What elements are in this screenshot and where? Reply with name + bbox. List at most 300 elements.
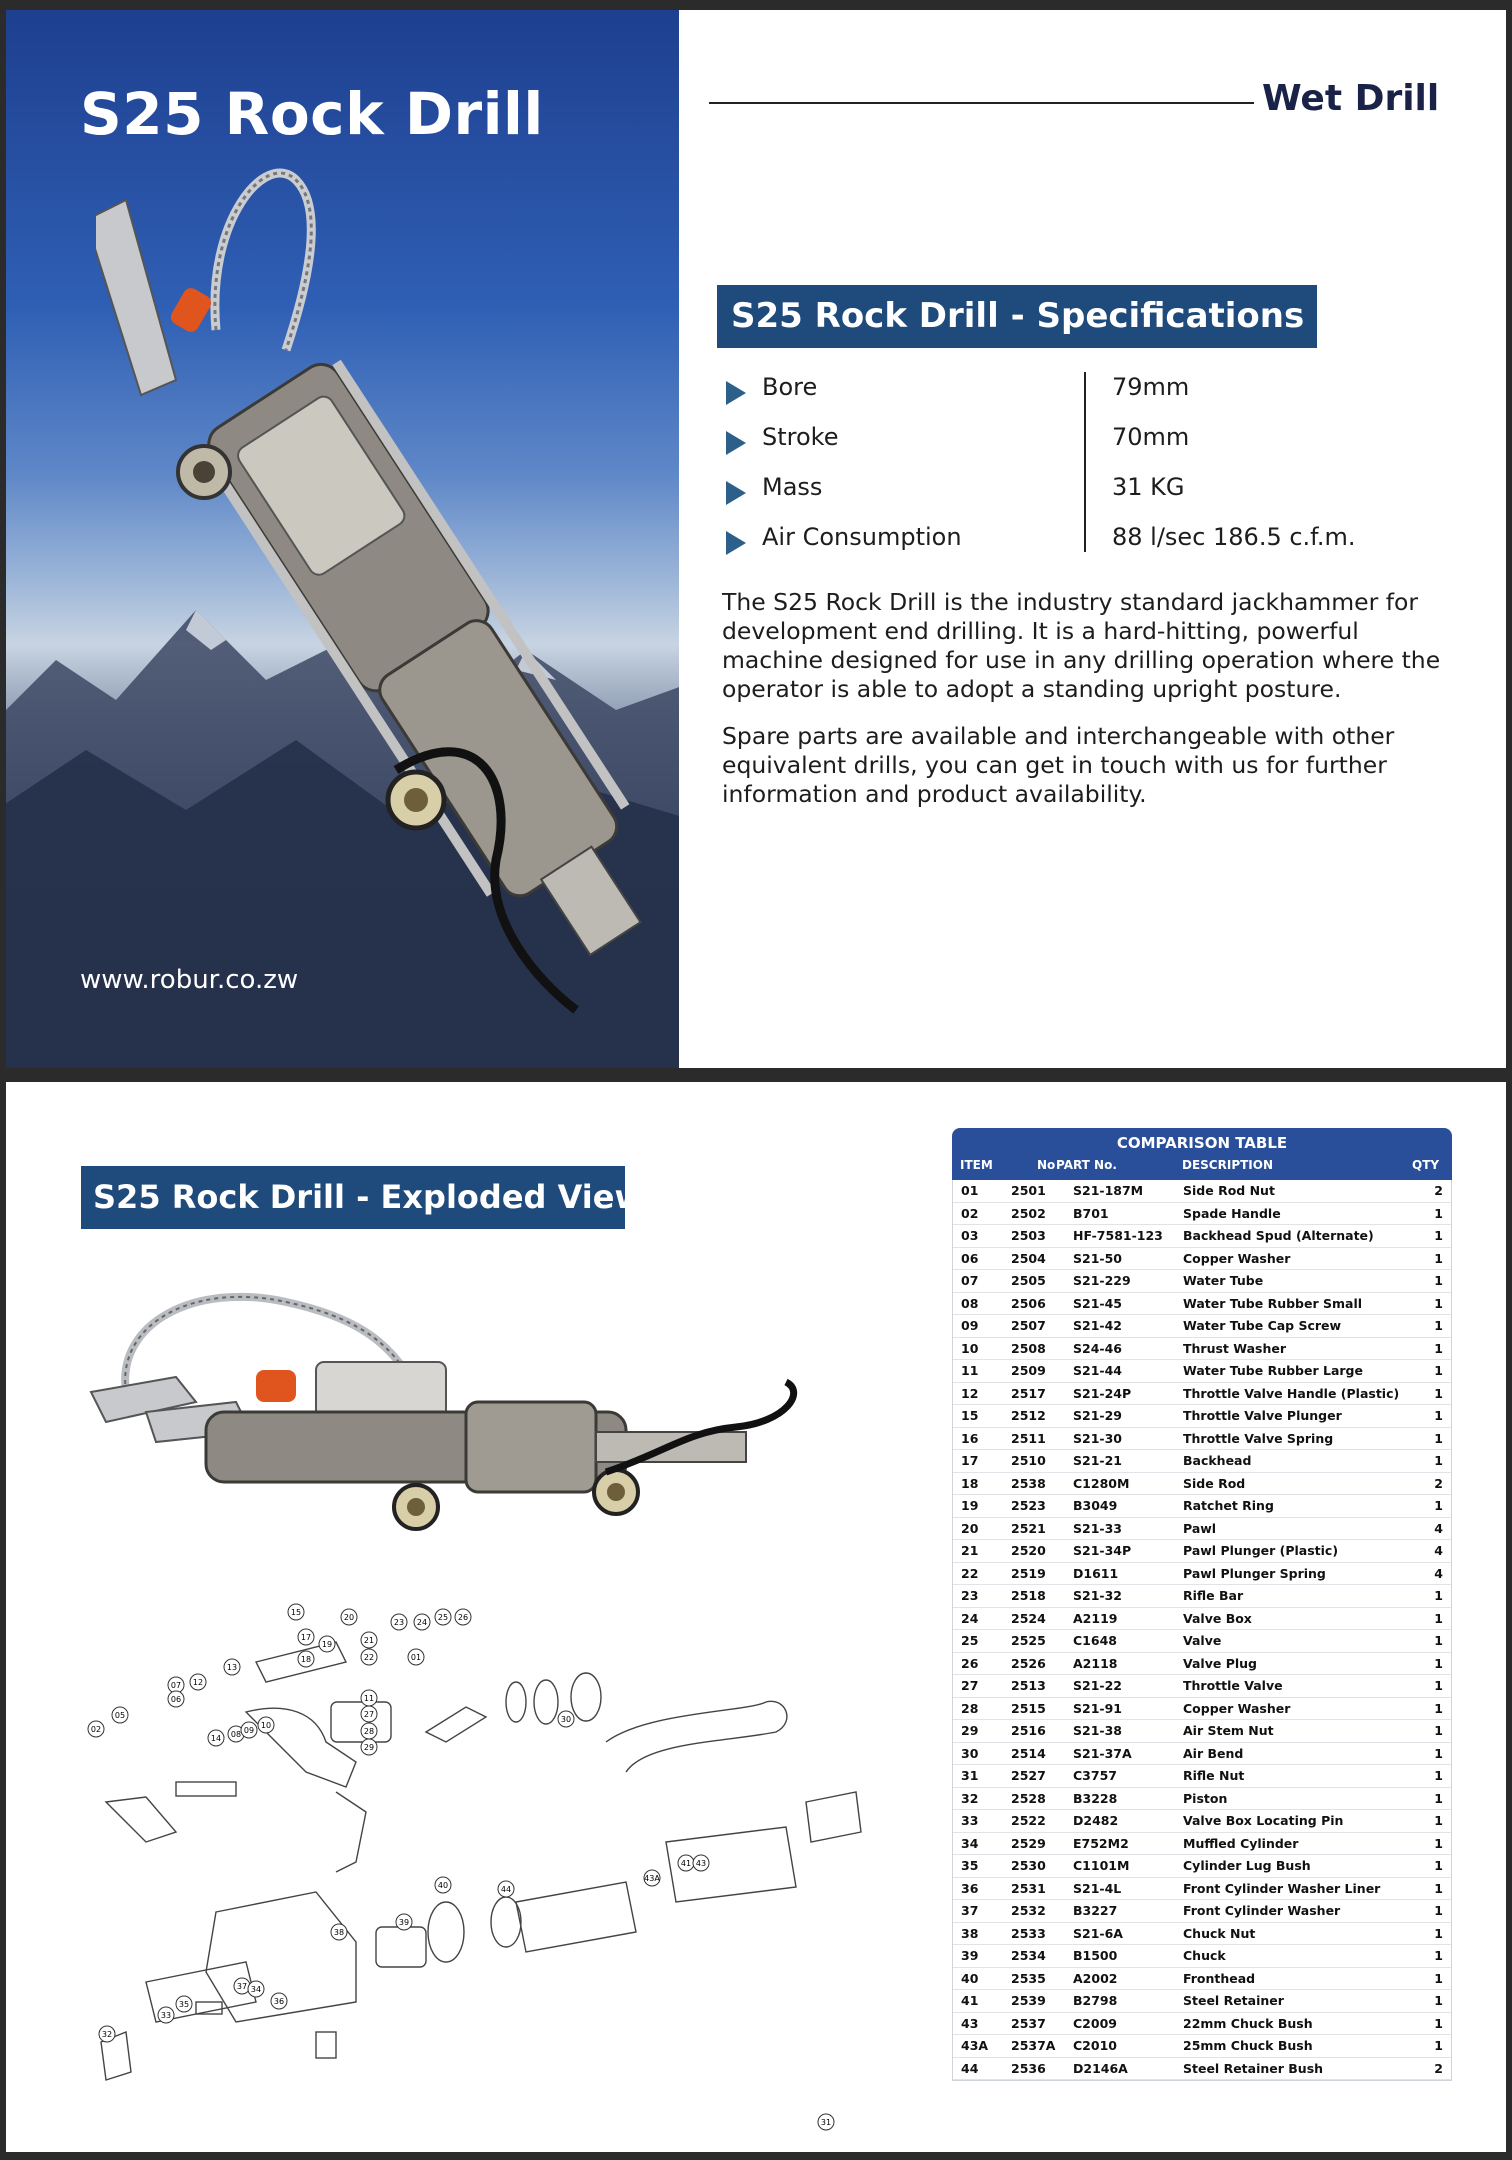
table-row: [953, 1450, 1451, 1473]
cell-no: 2520: [1011, 1543, 1046, 1558]
cell-no: 2512: [1011, 1408, 1046, 1423]
cell-qty: 1: [1434, 1453, 1443, 1468]
callout-label: 38: [333, 1928, 345, 1937]
cell-qty: 1: [1434, 1498, 1443, 1513]
cell-desc: Water Tube: [1183, 1273, 1264, 1288]
cell-qty: 1: [1434, 1318, 1443, 1333]
cell-no: 2538: [1011, 1475, 1046, 1491]
spare-parts-paragraph: Spare parts are available and interchangeable with other equivalent drills, you can get in touch with us for further information and product availability.: [722, 722, 1395, 808]
cell-no: 2519: [1011, 1565, 1046, 1581]
callout-label: 43: [695, 1859, 707, 1868]
cell-qty: 1: [1434, 1903, 1443, 1918]
cell-part: C2010: [1073, 2038, 1117, 2053]
callout-label: 41: [680, 1859, 692, 1868]
callout-38: [331, 1924, 347, 1940]
callout-36: [271, 1993, 287, 2009]
cell-desc: Front Cylinder Washer Liner: [1183, 1880, 1381, 1896]
cell-part: A2119: [1073, 1610, 1118, 1626]
table-row: [953, 1653, 1451, 1676]
table-header: [952, 1128, 1452, 1180]
spec-divider: [1084, 372, 1086, 552]
cell-item: 21: [961, 1543, 979, 1558]
cell-qty: 1: [1434, 1588, 1443, 1603]
callout-label: 32: [101, 2030, 113, 2039]
specifications-heading: S25 Rock Drill - Specifications: [717, 285, 1317, 348]
cell-desc: 22mm Chuck Bush: [1183, 2015, 1313, 2031]
callout-label: 08: [230, 1730, 242, 1739]
description-paragraph: The S25 Rock Drill is the industry standard jackhammer for development end drilling. It is a hard-hitting, powerful machine designed for use in any drilling operation where the operator is able to adopt a standing upright posture.: [722, 588, 1441, 703]
spec-value: 31 KG: [1112, 473, 1185, 501]
table-row: [953, 1473, 1451, 1496]
table-row: [953, 1315, 1451, 1338]
cell-no: 2537A: [1011, 2038, 1056, 2053]
cell-qty: 4: [1434, 1520, 1443, 1536]
callout-label: 19: [321, 1640, 333, 1649]
cell-part: S21-30: [1073, 1430, 1122, 1446]
header-rule: [709, 102, 1254, 104]
callout-label: 23: [393, 1618, 405, 1627]
callout-02: [88, 1721, 104, 1737]
drill-photo: [96, 160, 679, 1040]
callout-label: 22: [363, 1653, 375, 1662]
callout-32: [99, 2026, 115, 2042]
spec-label: Stroke: [762, 423, 839, 451]
exploded-view-diagram: [86, 1602, 936, 2142]
cell-item: 16: [961, 1430, 979, 1446]
callout-label: 33: [160, 2011, 172, 2020]
drill-side-photo: [86, 1282, 886, 1582]
table-row: [953, 1360, 1451, 1383]
cell-no: 2536: [1011, 2060, 1046, 2076]
cell-no: 2523: [1011, 1498, 1046, 1513]
cell-desc: Pawl Plunger (Plastic): [1183, 1543, 1339, 1558]
callout-label: 37: [236, 1982, 248, 1991]
table-row: [953, 1990, 1451, 2013]
header-item: ITEM: [960, 1158, 993, 1172]
table-row: [953, 1698, 1451, 1721]
table-row: [953, 1630, 1451, 1653]
callout-label: 13: [226, 1663, 238, 1672]
cell-desc: Valve Plug: [1183, 1655, 1257, 1671]
table-row: [953, 2013, 1451, 2036]
callout-39: [396, 1914, 412, 1930]
cell-part: S21-38: [1073, 1723, 1122, 1738]
callout-label: 02: [90, 1725, 102, 1734]
cell-no: 2532: [1011, 1903, 1046, 1918]
cell-part: B1500: [1073, 1948, 1118, 1963]
cell-item: 30: [961, 1745, 979, 1761]
table-row: [953, 1383, 1451, 1406]
cell-item: 43A: [961, 2038, 989, 2053]
cell-qty: 1: [1434, 1790, 1443, 1806]
cell-qty: 1: [1434, 1993, 1443, 2008]
callout-27: [361, 1706, 377, 1722]
cell-no: 2501: [1011, 1183, 1046, 1198]
callout-01: [408, 1649, 424, 1665]
cell-no: 2516: [1011, 1723, 1046, 1738]
table-row: [953, 1878, 1451, 1901]
cell-part: B2798: [1073, 1993, 1118, 2008]
cell-part: S21-187M: [1073, 1183, 1144, 1198]
cell-part: HF-7581-123: [1073, 1228, 1163, 1243]
cell-desc: Air Stem Nut: [1183, 1723, 1274, 1738]
callout-label: 14: [210, 1734, 222, 1743]
table-row: [953, 1248, 1451, 1271]
table-row: [953, 1968, 1451, 1991]
cell-desc: Fronthead: [1183, 1970, 1256, 1986]
callout-label: 05: [114, 1711, 126, 1720]
callout-label: 44: [500, 1885, 512, 1894]
table-row: [953, 2035, 1451, 2058]
cell-item: 24: [961, 1610, 979, 1626]
header-qty: QTY: [1412, 1158, 1440, 1172]
cell-item: 36: [961, 1880, 979, 1896]
cell-qty: 1: [1434, 1768, 1443, 1783]
callout-29: [361, 1739, 377, 1755]
cell-no: 2531: [1011, 1880, 1046, 1896]
cell-qty: 4: [1434, 1543, 1443, 1558]
exploded-view-heading: S25 Rock Drill - Exploded View: [81, 1166, 625, 1229]
cell-no: 2511: [1011, 1430, 1046, 1446]
table-row: [953, 1788, 1451, 1811]
cell-item: 28: [961, 1700, 979, 1716]
cell-part: S21-32: [1073, 1588, 1122, 1603]
cell-part: B3049: [1073, 1498, 1118, 1513]
callout-label: 09: [243, 1726, 255, 1735]
callout-label: 12: [192, 1678, 204, 1687]
cell-no: 2515: [1011, 1700, 1046, 1716]
cell-part: B701: [1073, 1205, 1109, 1221]
table-row: [953, 1293, 1451, 1316]
cell-part: S21-34P: [1073, 1543, 1132, 1558]
cell-item: 09: [961, 1318, 979, 1333]
cell-item: 08: [961, 1295, 979, 1311]
table-row: [953, 1720, 1451, 1743]
table-row: [953, 1743, 1451, 1766]
cell-desc: 25mm Chuck Bush: [1183, 2038, 1313, 2053]
cell-part: C1648: [1073, 1633, 1117, 1648]
cell-qty: 1: [1434, 1813, 1443, 1828]
callout-label: 31: [820, 2118, 832, 2127]
callout-label: 29: [363, 1743, 375, 1752]
callout-label: 39: [398, 1918, 410, 1927]
cell-qty: 1: [1434, 1610, 1443, 1626]
cell-item: 26: [961, 1655, 979, 1671]
cell-no: 2510: [1011, 1453, 1046, 1468]
callout-label: 27: [363, 1710, 375, 1719]
table-row: [953, 1270, 1451, 1293]
table-row: [953, 1428, 1451, 1451]
callout-06: [168, 1691, 184, 1707]
cell-no: 2522: [1011, 1813, 1046, 1828]
cell-qty: 1: [1434, 1295, 1443, 1311]
cell-no: 2535: [1011, 1970, 1046, 1986]
callout-26: [455, 1609, 471, 1625]
table-row: [953, 1833, 1451, 1856]
spec-row-bore: [722, 365, 1482, 415]
cell-item: 44: [961, 2060, 979, 2076]
cell-desc: Backhead Spud (Alternate): [1183, 1228, 1374, 1243]
callout-10: [258, 1717, 274, 1733]
cell-qty: 1: [1434, 1723, 1443, 1738]
cell-item: 23: [961, 1588, 979, 1603]
spec-label: Air Consumption: [762, 523, 962, 551]
callout-label: 18: [300, 1655, 312, 1664]
category-label: Wet Drill: [1262, 78, 1440, 119]
cell-desc: Water Tube Rubber Small: [1183, 1295, 1363, 1311]
cell-item: 06: [961, 1250, 979, 1266]
table-row: [953, 1518, 1451, 1541]
cell-no: 2526: [1011, 1655, 1046, 1671]
cell-item: 27: [961, 1678, 979, 1693]
bullet-triangle-icon: [726, 431, 746, 455]
cell-part: S21-29: [1073, 1408, 1122, 1423]
cell-part: S21-6A: [1073, 1925, 1123, 1941]
cell-no: 2506: [1011, 1295, 1046, 1311]
callout-28: [361, 1723, 377, 1739]
cell-qty: 1: [1434, 1430, 1443, 1446]
cell-desc: Front Cylinder Washer: [1183, 1903, 1341, 1918]
spec-label: Bore: [762, 373, 818, 401]
cell-qty: 2: [1434, 2060, 1443, 2076]
callout-24: [414, 1614, 430, 1630]
callout-label: 15: [290, 1608, 302, 1617]
cell-qty: 1: [1434, 1745, 1443, 1761]
cell-part: B3228: [1073, 1790, 1118, 1806]
spec-row-stroke: [722, 415, 1482, 465]
cell-part: S21-37A: [1073, 1745, 1132, 1761]
cell-qty: 1: [1434, 2015, 1443, 2031]
cell-qty: 4: [1434, 1565, 1443, 1581]
cell-no: 2502: [1011, 1205, 1046, 1221]
cell-part: A2118: [1073, 1655, 1118, 1671]
table-title: COMPARISON TABLE: [1116, 1134, 1288, 1152]
cell-no: 2514: [1011, 1745, 1046, 1761]
cell-item: 11: [961, 1363, 979, 1378]
bullet-triangle-icon: [726, 481, 746, 505]
cell-desc: Pawl Plunger Spring: [1183, 1565, 1326, 1581]
spec-value: 88 l/sec 186.5 c.f.m.: [1112, 523, 1356, 551]
cell-desc: Muffled Cylinder: [1183, 1835, 1299, 1851]
cell-desc: Valve Box: [1183, 1610, 1252, 1626]
callout-label: 36: [273, 1997, 285, 2006]
table-body: [952, 1180, 1452, 2081]
cell-qty: 1: [1434, 1633, 1443, 1648]
cell-desc: Ratchet Ring: [1183, 1498, 1274, 1513]
table-row: [953, 1923, 1451, 1946]
table-row: [953, 1608, 1451, 1631]
cell-part: S21-22: [1073, 1678, 1122, 1693]
cell-qty: 1: [1434, 1970, 1443, 1986]
cell-qty: 1: [1434, 1925, 1443, 1941]
callout-17: [298, 1629, 314, 1645]
table-row: [953, 1405, 1451, 1428]
cell-qty: 1: [1434, 1858, 1443, 1873]
callout-label: 10: [260, 1721, 272, 1730]
cell-qty: 1: [1434, 1363, 1443, 1378]
cell-item: 31: [961, 1768, 979, 1783]
cell-desc: Valve: [1183, 1633, 1222, 1648]
cell-no: 2534: [1011, 1948, 1046, 1963]
cell-desc: Copper Washer: [1183, 1700, 1291, 1716]
cell-no: 2529: [1011, 1835, 1046, 1851]
cell-qty: 1: [1434, 1408, 1443, 1423]
cell-part: S21-42: [1073, 1318, 1122, 1333]
cell-desc: Throttle Valve Spring: [1183, 1430, 1334, 1446]
table-row: [953, 1338, 1451, 1361]
cell-desc: Steel Retainer Bush: [1183, 2060, 1324, 2076]
cell-desc: Rifle Bar: [1183, 1588, 1244, 1603]
page-title: S25 Rock Drill: [80, 80, 544, 148]
cell-item: 33: [961, 1813, 979, 1828]
cell-desc: Side Rod Nut: [1183, 1183, 1275, 1198]
callout-label: 30: [560, 1715, 572, 1724]
callout-23: [391, 1614, 407, 1630]
cell-item: 43: [961, 2015, 979, 2031]
cell-desc: Rifle Nut: [1183, 1768, 1245, 1783]
callout-12: [190, 1674, 206, 1690]
cell-item: 22: [961, 1565, 979, 1581]
callout-13: [224, 1659, 240, 1675]
callout-40: [435, 1877, 451, 1893]
cell-desc: Throttle Valve: [1183, 1678, 1283, 1693]
cell-qty: 1: [1434, 1250, 1443, 1266]
cell-desc: Air Bend: [1183, 1745, 1244, 1761]
cell-item: 19: [961, 1498, 979, 1513]
cell-item: 10: [961, 1340, 979, 1356]
cell-no: 2505: [1011, 1273, 1046, 1288]
table-row: [953, 1585, 1451, 1608]
hero-image-panel: [6, 10, 679, 1068]
cell-qty: 1: [1434, 1948, 1443, 1963]
callout-label: 34: [250, 1985, 262, 1994]
callout-05: [112, 1707, 128, 1723]
cell-part: D2482: [1073, 1813, 1119, 1828]
website-url[interactable]: www.robur.co.zw: [80, 965, 299, 995]
callout-label: 06: [170, 1695, 182, 1704]
cell-no: 2524: [1011, 1610, 1046, 1626]
cell-qty: 1: [1434, 1228, 1443, 1243]
cell-no: 2537: [1011, 2015, 1046, 2031]
cell-item: 29: [961, 1723, 979, 1738]
cell-part: C1101M: [1073, 1858, 1130, 1873]
cell-item: 39: [961, 1948, 979, 1963]
bullet-triangle-icon: [726, 531, 746, 555]
callout-label: 01: [410, 1653, 422, 1662]
cell-qty: 1: [1434, 1385, 1443, 1401]
cell-no: 2525: [1011, 1633, 1046, 1648]
cell-no: 2504: [1011, 1250, 1046, 1266]
cell-desc: Valve Box Locating Pin: [1183, 1813, 1344, 1828]
cell-no: 2517: [1011, 1385, 1046, 1401]
cell-qty: 1: [1434, 1678, 1443, 1693]
table-row: [953, 1855, 1451, 1878]
spec-row-mass: [722, 465, 1482, 515]
table-row: [953, 1180, 1451, 1203]
table-row: [953, 1900, 1451, 1923]
cell-item: 07: [961, 1273, 979, 1288]
callout-18: [298, 1651, 314, 1667]
callout-label: 25: [437, 1613, 449, 1622]
callout-20: [341, 1609, 357, 1625]
callout-label: 26: [457, 1613, 469, 1622]
cell-qty: 1: [1434, 1273, 1443, 1288]
table-row: [953, 1225, 1451, 1248]
spec-label: Mass: [762, 473, 823, 501]
cell-item: 12: [961, 1385, 979, 1401]
cell-no: 2528: [1011, 1790, 1046, 1806]
cell-qty: 2: [1434, 1475, 1443, 1491]
callout-31: [818, 2114, 834, 2130]
cell-desc: Water Tube Rubber Large: [1183, 1363, 1363, 1378]
specifications-list: [722, 365, 1482, 565]
cell-part: S24-46: [1073, 1340, 1122, 1356]
cell-qty: 1: [1434, 1205, 1443, 1221]
cell-no: 2518: [1011, 1588, 1046, 1603]
header-no: No: [1037, 1158, 1056, 1172]
cell-item: 18: [961, 1475, 979, 1491]
callout-label: 21: [363, 1636, 375, 1645]
callout-22: [361, 1649, 377, 1665]
callout-44: [498, 1881, 514, 1897]
cell-no: 2503: [1011, 1228, 1046, 1243]
callout-label: 40: [437, 1881, 449, 1890]
callout-19: [319, 1636, 335, 1652]
spec-row-air-consumption: [722, 515, 1482, 565]
callout-35: [176, 1996, 192, 2012]
table-row: [953, 2058, 1451, 2081]
table-row: [953, 1675, 1451, 1698]
callout-43: [693, 1855, 709, 1871]
table-row: [953, 1495, 1451, 1518]
cell-desc: Water Tube Cap Screw: [1183, 1318, 1342, 1333]
cell-item: 34: [961, 1835, 979, 1851]
cell-desc: Throttle Valve Plunger: [1183, 1408, 1342, 1423]
callout-34: [248, 1981, 264, 1997]
cell-desc: Pawl: [1183, 1520, 1217, 1536]
cell-qty: 1: [1434, 2038, 1443, 2053]
cell-part: A2002: [1073, 1970, 1118, 1986]
callout-label: 07: [170, 1681, 182, 1690]
table-row: [953, 1563, 1451, 1586]
cell-qty: 1: [1434, 1835, 1443, 1851]
cell-item: 35: [961, 1858, 979, 1873]
callout-33: [158, 2007, 174, 2023]
cell-qty: 1: [1434, 1700, 1443, 1716]
spec-page: [6, 10, 1506, 1068]
cell-no: 2507: [1011, 1318, 1046, 1333]
cell-desc: Throttle Valve Handle (Plastic): [1183, 1385, 1400, 1401]
cell-item: 01: [961, 1183, 979, 1198]
header-description: DESCRIPTION: [1182, 1158, 1274, 1172]
cell-part: S21-21: [1073, 1453, 1122, 1468]
cell-item: 38: [961, 1925, 979, 1941]
callout-label: 17: [300, 1633, 312, 1642]
cell-part: C3757: [1073, 1768, 1117, 1783]
cell-item: 17: [961, 1453, 979, 1468]
table-row: [953, 1540, 1451, 1563]
table-row: [953, 1765, 1451, 1788]
cell-part: E752M2: [1073, 1835, 1129, 1851]
cell-part: B3227: [1073, 1903, 1118, 1918]
cell-qty: 2: [1434, 1183, 1443, 1198]
cell-desc: Chuck Nut: [1183, 1925, 1256, 1941]
cell-part: D1611: [1073, 1565, 1119, 1581]
cell-item: 25: [961, 1633, 979, 1648]
cell-no: 2533: [1011, 1925, 1046, 1941]
cell-desc: Side Rod: [1183, 1475, 1246, 1491]
cell-part: S21-229: [1073, 1273, 1131, 1288]
